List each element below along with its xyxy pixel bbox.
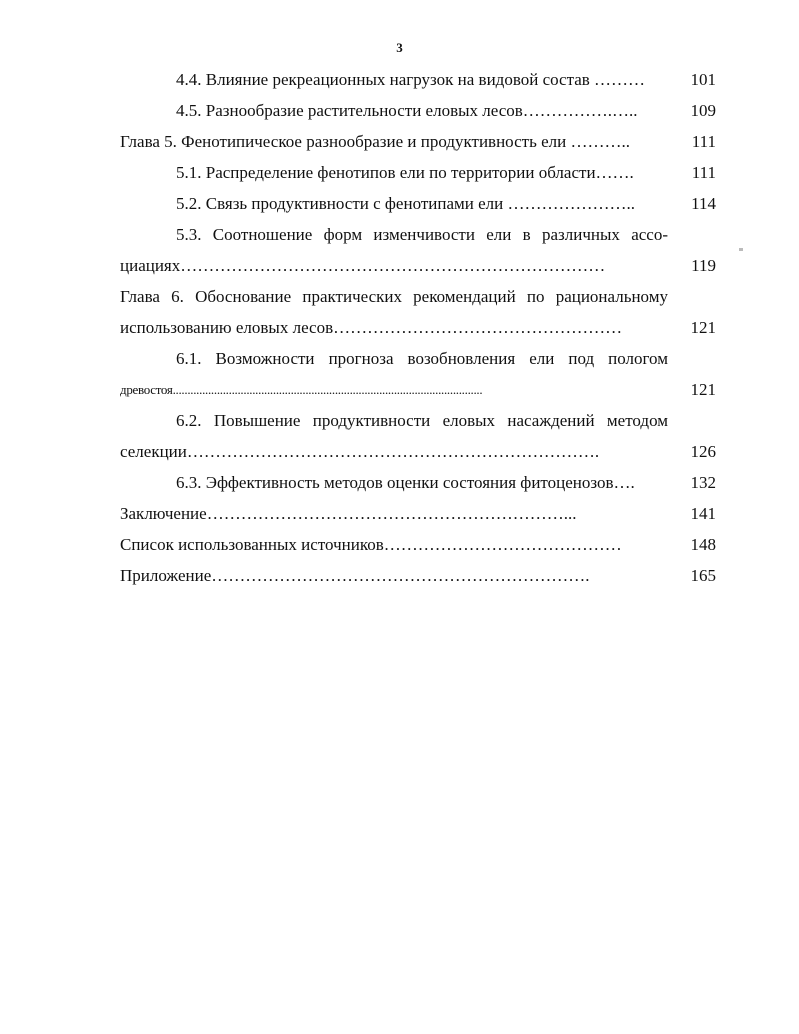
toc-entry-6-2-line1[interactable]	[120, 405, 716, 436]
scan-artifact	[739, 248, 743, 251]
toc-entry-chapter-6-line1[interactable]	[120, 281, 716, 312]
toc-entry-page: 148	[690, 535, 716, 554]
toc-entry-6-1-line2[interactable]	[120, 374, 716, 405]
toc-entry-page: 111	[691, 132, 716, 151]
toc-entry-title: 4.4. Влияние рекреационных нагрузок на видовой состав ………	[176, 70, 646, 89]
toc-entry-title: 4.5. Разнообразие растительности еловых лесов…………….…..	[176, 101, 638, 120]
toc-entry-page: 119	[691, 256, 716, 275]
toc-entry-4-4[interactable]	[120, 64, 716, 95]
toc-entry-5-3-line2[interactable]	[120, 250, 716, 281]
toc-entry-page: 121	[690, 318, 716, 337]
page-number: 3	[396, 40, 403, 55]
toc-entry-title: 6.3. Эффективность методов оценки состояния фитоценозов….	[176, 473, 635, 492]
toc-entry-page: 111	[691, 163, 716, 182]
toc-entry-title: 5.3. Соотношение форм изменчивости ели в различных ассо-	[176, 225, 668, 244]
toc-entry-title: 5.1. Распределение фенотипов ели по территории области…….	[176, 163, 634, 182]
toc-entry-5-2[interactable]	[120, 188, 716, 219]
toc-entry-references[interactable]	[120, 529, 716, 560]
toc-entry-title-continued: селекции……………………………………………………………….	[120, 442, 600, 461]
table-of-contents	[120, 64, 716, 591]
toc-entry-title: 6.1. Возможности прогноза возобновления ели под пологом	[176, 349, 668, 368]
toc-entry-title: Заключение………………………………………………………...	[120, 504, 577, 523]
toc-entry-6-1-line1[interactable]	[120, 343, 716, 374]
toc-entry-title: Глава 5. Фенотипическое разнообразие и продуктивность ели ………..	[120, 132, 630, 151]
toc-entry-page: 132	[690, 473, 716, 492]
toc-entry-title: Список использованных источников……………………………………	[120, 535, 622, 554]
toc-entry-5-3-line1[interactable]	[120, 219, 716, 250]
toc-entry-page: 121	[690, 380, 716, 399]
toc-entry-title-continued: циациях…………………………………………………………………	[120, 256, 606, 275]
toc-entry-chapter-5[interactable]	[120, 126, 716, 157]
toc-entry-conclusion[interactable]	[120, 498, 716, 529]
toc-entry-page: 114	[691, 194, 716, 213]
toc-entry-page: 109	[690, 101, 716, 120]
toc-entry-title: Глава 6. Обоснование практических рекомендаций по рациональному	[120, 287, 668, 306]
toc-entry-page: 101	[690, 70, 716, 89]
toc-entry-5-1[interactable]	[120, 157, 716, 188]
toc-entry-4-5[interactable]	[120, 95, 716, 126]
toc-entry-title: 6.2. Повышение продуктивности еловых насаждений методом	[176, 411, 668, 430]
toc-entry-title-continued: древостоя.........................................................................................................	[120, 382, 483, 397]
toc-entry-title: Приложение………………………………………………………….	[120, 566, 590, 585]
toc-entry-chapter-6-line2[interactable]	[120, 312, 716, 343]
toc-entry-page: 165	[690, 566, 716, 585]
toc-entry-page: 141	[690, 504, 716, 523]
toc-entry-6-3[interactable]	[120, 467, 716, 498]
toc-entry-page: 126	[690, 442, 716, 461]
toc-entry-6-2-line2[interactable]	[120, 436, 716, 467]
toc-entry-appendix[interactable]	[120, 560, 716, 591]
toc-entry-title-continued: использованию еловых лесов……………………………………………	[120, 318, 623, 337]
toc-entry-title: 5.2. Связь продуктивности с фенотипами ели …………………..	[176, 194, 635, 213]
